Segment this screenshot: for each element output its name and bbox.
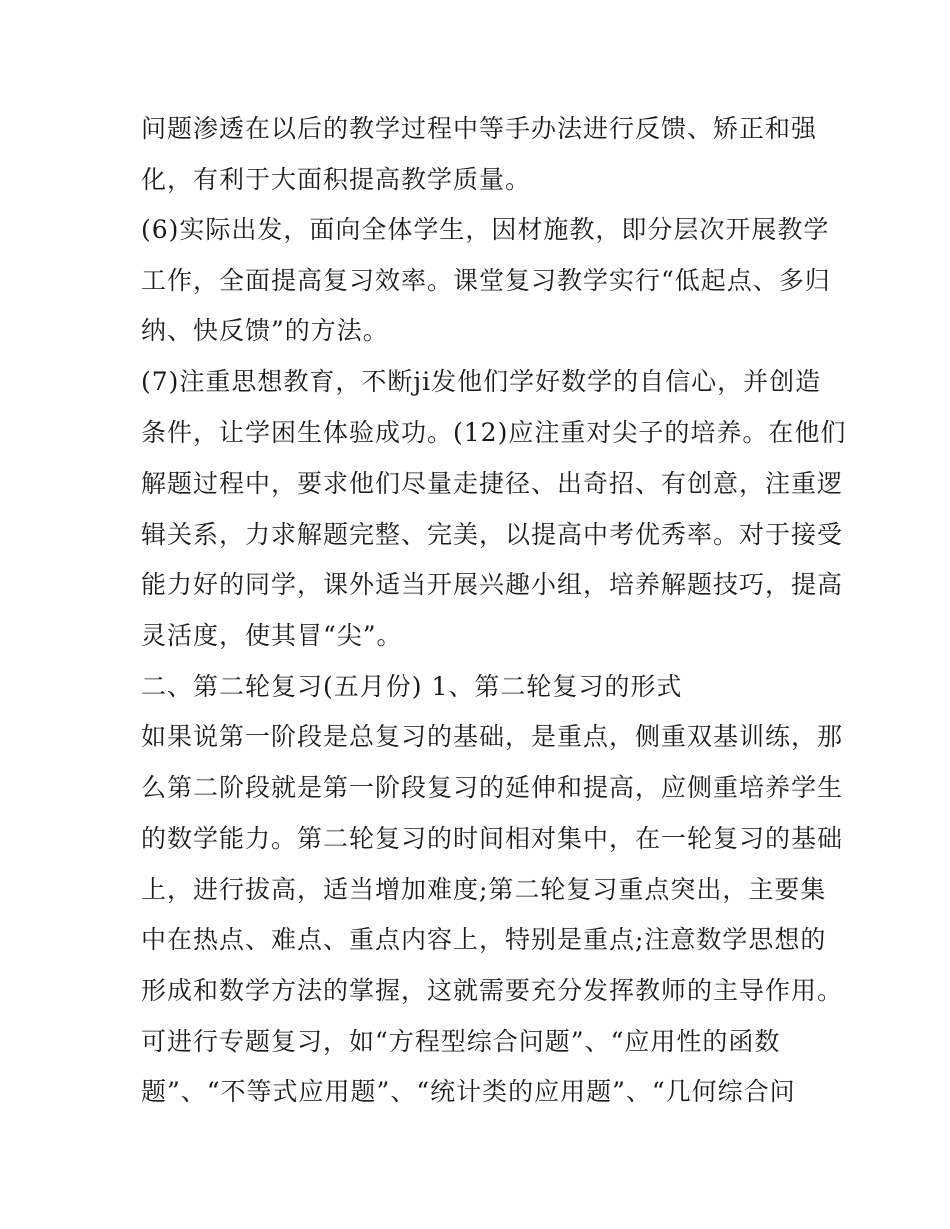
text-line: (6)实际出发，面向全体学生，因材施教，即分层次开展教学	[141, 215, 830, 244]
text-line: 纳、快反馈”的方法。	[141, 316, 389, 345]
text-line: 题”、“不等式应用题”、“统计类的应用题”、“几何综合问	[141, 1077, 796, 1106]
text-line: 上，进行拔高，适当增加难度;第二轮复习重点突出，主要集	[141, 875, 827, 904]
text-line: 化，有利于大面积提高教学质量。	[141, 165, 532, 194]
section-heading: 二、第二轮复习(五月份) 1、第二轮复习的形式	[141, 672, 683, 701]
text-line: 形成和数学方法的掌握，这就需要充分发挥教师的主导作用。	[141, 976, 844, 1005]
text-line: 解题过程中，要求他们尽量走捷径、出奇招、有创意，注重逻	[141, 469, 844, 498]
text-line: 能力好的同学，课外适当开展兴趣小组，培养解题技巧，提高	[141, 570, 844, 599]
text-line: 条件，让学困生体验成功。(12)应注重对尖子的培养。在他们	[141, 418, 847, 447]
text-line: (7)注重思想教育，不断ji发他们学好数学的自信心，并创造	[141, 367, 822, 396]
text-line: 问题渗透在以后的教学过程中等手办法进行反馈、矫正和强	[141, 114, 818, 143]
text-line: 可进行专题复习，如“方程型综合问题”、“应用性的函数	[141, 1027, 781, 1056]
text-line: 灵活度，使其冒“尖”。	[141, 621, 403, 650]
text-line: 中在热点、难点、重点内容上，特别是重点;注意数学思想的	[141, 925, 827, 954]
text-line: 的数学能力。第二轮复习的时间相对集中，在一轮复习的基础	[141, 824, 844, 853]
text-line: 工作，全面提高复习效率。课堂复习教学实行“低起点、多归	[141, 266, 831, 295]
text-line: 么第二阶段就是第一阶段复习的延伸和提高，应侧重培养学生	[141, 773, 844, 802]
text-line: 辑关系，力求解题完整、完美，以提高中考优秀率。对于接受	[141, 520, 844, 549]
text-line: 如果说第一阶段是总复习的基础，是重点，侧重双基训练，那	[141, 722, 844, 751]
